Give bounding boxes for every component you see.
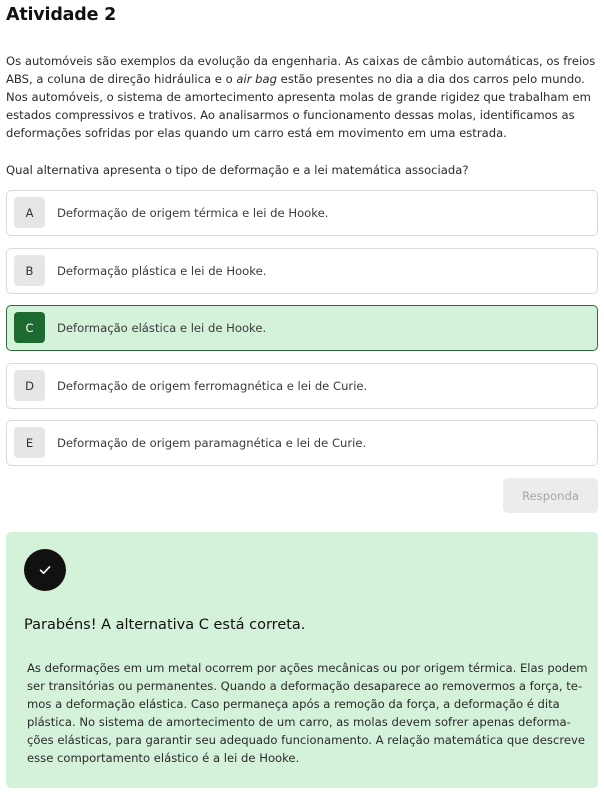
explanation-line: ser transitórias ou permanentes. Quando a deformação desaparece ao removermos a força, te- (27, 679, 583, 693)
explanation-line: esse comportamento elástico é a lei de Hooke. (27, 751, 300, 765)
explanation-line: ções elásticas, para garantir seu adequado funcionamento. A relação matemática que descreve (27, 733, 585, 747)
option-letter: A (14, 197, 45, 228)
explanation-line: mos a deformação elástica. Caso permaneça após a remoção da força, a deformação é dita (27, 697, 560, 711)
feedback-explanation (27, 659, 588, 767)
option-c[interactable] (6, 305, 598, 351)
option-letter: E (14, 427, 45, 458)
context-text-part2: estão presentes no dia a dia dos carros pelo mundo. Nos automóveis, o sistema de amortecimento apresenta molas de grande rigidez que trabalham em estados compressivos e trativos. Ao analisarmos o funcionamento dessas molas, identificamos as deformações sofridas por elas quando um carro está em movimento em uma estrada. (6, 72, 591, 140)
option-text: Deformação plástica e lei de Hooke. (57, 264, 267, 278)
feedback-panel (6, 532, 598, 788)
option-letter: B (14, 255, 45, 286)
option-text: Deformação elástica e lei de Hooke. (57, 321, 267, 335)
option-letter: C (14, 312, 45, 343)
option-a[interactable] (6, 190, 598, 236)
explanation-line: As deformações em um metal ocorrem por ações mecânicas ou por origem térmica. Elas podem (27, 661, 588, 675)
option-d[interactable] (6, 363, 598, 409)
question-context (6, 52, 598, 142)
context-text-italic: air bag (236, 72, 277, 86)
option-text: Deformação de origem paramagnética e lei de Curie. (57, 436, 367, 450)
check-icon (38, 563, 52, 577)
option-b[interactable] (6, 248, 598, 294)
context-text-part1: Os automóveis são exemplos da evolução da engenharia. As caixas de câmbio automáticas, os freios ABS, a coluna de direção hidráulica e o (6, 54, 596, 86)
activity-title: Atividade 2 (6, 5, 117, 25)
check-circle (24, 549, 66, 591)
question-prompt: Qual alternativa apresenta o tipo de deformação e a lei matemática associada? (6, 163, 469, 177)
submit-button[interactable]: Responda (503, 478, 598, 513)
explanation-line: plástica. No sistema de amortecimento de um carro, as molas devem sofrer apenas deforma- (27, 715, 571, 729)
option-letter: D (14, 370, 45, 401)
feedback-title: Parabéns! A alternativa C está correta. (24, 617, 306, 633)
option-e[interactable] (6, 420, 598, 466)
option-text: Deformação de origem térmica e lei de Hooke. (57, 206, 329, 220)
option-text: Deformação de origem ferromagnética e lei de Curie. (57, 379, 368, 393)
